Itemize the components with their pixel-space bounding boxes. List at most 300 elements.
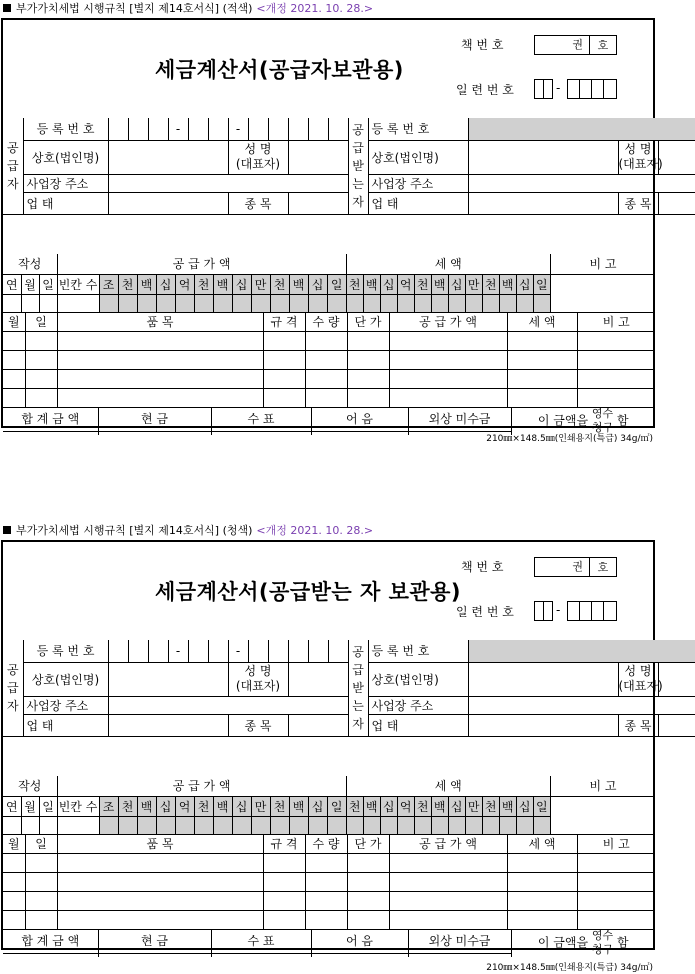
item-month-label: 월 bbox=[3, 835, 25, 853]
cell[interactable] bbox=[305, 350, 347, 369]
cell[interactable] bbox=[577, 910, 655, 929]
digit-field[interactable] bbox=[232, 294, 251, 312]
month-field[interactable] bbox=[21, 816, 39, 834]
book-number-field[interactable] bbox=[589, 557, 617, 577]
digit-field[interactable] bbox=[251, 294, 270, 312]
digit-field[interactable] bbox=[156, 816, 175, 834]
supplier-biztype-label: 업 태 bbox=[23, 192, 108, 214]
supplier-rep-label: 성 명 (대표자) bbox=[228, 140, 288, 174]
volume-unit: 권 bbox=[572, 560, 583, 573]
digit-field[interactable] bbox=[363, 816, 380, 834]
reg-digit[interactable] bbox=[288, 118, 308, 140]
cell[interactable] bbox=[263, 331, 305, 350]
table-row bbox=[3, 872, 655, 891]
digit-label: 십 bbox=[448, 274, 465, 294]
cell[interactable] bbox=[263, 891, 305, 910]
item-supply-label: 공 급 가 액 bbox=[389, 313, 507, 331]
recipient-rep-label: 성 명 (대표자) bbox=[618, 140, 658, 174]
cell[interactable] bbox=[305, 388, 347, 407]
supply-value-label: 공 급 가 액 bbox=[57, 254, 346, 274]
cell[interactable] bbox=[507, 910, 577, 929]
cell[interactable] bbox=[3, 891, 25, 910]
reg-digit[interactable] bbox=[248, 640, 268, 662]
cell[interactable] bbox=[57, 388, 263, 407]
invoice-form bbox=[1, 540, 663, 956]
reg-digit[interactable] bbox=[328, 640, 348, 662]
reg-digit[interactable] bbox=[128, 640, 148, 662]
cell[interactable] bbox=[507, 350, 577, 369]
header-text: 부가가치세법 시행규칙 [별지 제14호서식] (적색) bbox=[16, 2, 253, 15]
digit-label: 억 bbox=[397, 796, 414, 816]
digit-field[interactable] bbox=[380, 816, 397, 834]
cell[interactable] bbox=[507, 872, 577, 891]
item-note-label: 비 고 bbox=[577, 313, 655, 331]
cell[interactable] bbox=[3, 331, 25, 350]
tax-label: 세 액 bbox=[346, 776, 550, 796]
supplier-address-label: 사업장 주소 bbox=[23, 696, 108, 714]
cell[interactable] bbox=[263, 350, 305, 369]
digit-field[interactable] bbox=[308, 816, 327, 834]
digit-label: 일 bbox=[533, 274, 550, 294]
digit-field[interactable] bbox=[431, 816, 448, 834]
revision-date: <개정 2021. 10. 28.> bbox=[256, 2, 374, 15]
cell[interactable] bbox=[305, 331, 347, 350]
receipt-claim-choice[interactable]: 영수 청구 bbox=[591, 407, 614, 434]
digit-label: 일 bbox=[327, 274, 346, 294]
recipient-address-label: 사업장 주소 bbox=[368, 174, 468, 192]
cell[interactable] bbox=[305, 853, 347, 872]
cell[interactable] bbox=[389, 872, 507, 891]
supplier-rep-field[interactable] bbox=[288, 140, 348, 174]
cell[interactable] bbox=[263, 369, 305, 388]
recipient-item-field[interactable] bbox=[658, 192, 695, 214]
payment-table bbox=[3, 929, 655, 957]
supplier-rep-label: 성 명 (대표자) bbox=[228, 662, 288, 696]
supplier-reg-no-label: 등 록 번 호 bbox=[23, 640, 108, 662]
square-bullet-icon bbox=[3, 526, 11, 534]
reg-dash: - bbox=[168, 640, 188, 662]
cell[interactable] bbox=[577, 350, 655, 369]
digit-field[interactable] bbox=[194, 294, 213, 312]
blank-count-field[interactable] bbox=[57, 294, 99, 312]
reg-digit[interactable] bbox=[188, 640, 208, 662]
digit-field[interactable] bbox=[251, 816, 270, 834]
note-field[interactable] bbox=[550, 796, 655, 834]
digit-field[interactable] bbox=[533, 816, 550, 834]
digit-field[interactable] bbox=[414, 294, 431, 312]
digit-field[interactable] bbox=[448, 294, 465, 312]
cell[interactable] bbox=[25, 369, 57, 388]
digit-label: 십 bbox=[308, 274, 327, 294]
cell[interactable] bbox=[25, 331, 57, 350]
cell[interactable] bbox=[577, 331, 655, 350]
cell[interactable] bbox=[25, 872, 57, 891]
digit-field[interactable] bbox=[99, 294, 118, 312]
cell[interactable] bbox=[57, 891, 263, 910]
supplier-company-field[interactable] bbox=[108, 140, 228, 174]
digit-field[interactable] bbox=[213, 816, 232, 834]
digit-field[interactable] bbox=[327, 816, 346, 834]
digit-label: 조 bbox=[99, 274, 118, 294]
supplier-reg-no-label: 등 록 번 호 bbox=[23, 118, 108, 140]
cell[interactable] bbox=[25, 910, 57, 929]
digit-label: 백 bbox=[363, 796, 380, 816]
cell[interactable] bbox=[263, 853, 305, 872]
cash-field[interactable] bbox=[98, 431, 211, 435]
reg-digit[interactable] bbox=[308, 640, 328, 662]
cell[interactable] bbox=[305, 872, 347, 891]
digit-label: 십 bbox=[232, 274, 251, 294]
recipient-company-label: 상호(법인명) bbox=[368, 662, 468, 696]
receipt-claim-choice[interactable]: 영수 청구 bbox=[591, 929, 614, 956]
form-header bbox=[3, 0, 373, 16]
paper-size-note: 210㎜×148.5㎜(인쇄용지(특급) 34g/㎡) bbox=[486, 434, 653, 444]
digit-label: 백 bbox=[499, 796, 516, 816]
book-volume-field[interactable] bbox=[534, 557, 590, 577]
cell[interactable] bbox=[347, 388, 389, 407]
supplier-company-label: 상호(법인명) bbox=[23, 662, 108, 696]
digit-label: 만 bbox=[465, 274, 482, 294]
digit-label: 천 bbox=[270, 274, 289, 294]
revision-date: <개정 2021. 10. 28.> bbox=[256, 524, 374, 537]
recipient-item-label: 종 목 bbox=[618, 192, 658, 214]
cell[interactable] bbox=[263, 388, 305, 407]
item-tax-label: 세 액 bbox=[507, 313, 577, 331]
supplier-biztype-field[interactable] bbox=[108, 192, 228, 214]
day-field[interactable] bbox=[39, 816, 57, 834]
digit-label: 천 bbox=[482, 796, 499, 816]
form-header bbox=[3, 522, 373, 538]
cell[interactable] bbox=[347, 891, 389, 910]
cell[interactable] bbox=[25, 853, 57, 872]
cell[interactable] bbox=[389, 388, 507, 407]
digit-field[interactable] bbox=[397, 294, 414, 312]
reg-digit[interactable] bbox=[148, 640, 168, 662]
square-bullet-icon bbox=[3, 4, 11, 12]
digit-field[interactable] bbox=[499, 816, 516, 834]
recipient-company-field[interactable] bbox=[468, 140, 618, 174]
digit-label: 억 bbox=[175, 274, 194, 294]
supplier-rep-field[interactable] bbox=[288, 662, 348, 696]
paper-size-note: 210㎜×148.5㎜(인쇄용지(특급) 34g/㎡) bbox=[486, 963, 653, 973]
serial-number-label: 일 련 번 호 bbox=[456, 605, 514, 619]
cell[interactable] bbox=[305, 891, 347, 910]
blank-count-label: 빈칸 수 bbox=[57, 796, 99, 816]
total-field[interactable] bbox=[3, 953, 98, 957]
unit-price-label: 단 가 bbox=[347, 313, 389, 331]
item-note-label: 비 고 bbox=[577, 835, 655, 853]
cell[interactable] bbox=[389, 910, 507, 929]
cell[interactable] bbox=[3, 872, 25, 891]
note-field[interactable] bbox=[550, 274, 655, 312]
reg-digit[interactable] bbox=[108, 640, 128, 662]
supplier-item-field[interactable] bbox=[288, 192, 348, 214]
cell[interactable] bbox=[347, 872, 389, 891]
digit-field[interactable] bbox=[194, 816, 213, 834]
reg-digit[interactable] bbox=[268, 118, 288, 140]
form-title: 세금계산서(공급받는 자 보관용) bbox=[155, 580, 462, 604]
reg-digit[interactable] bbox=[108, 118, 128, 140]
serial-dash: - bbox=[556, 603, 561, 617]
digit-field[interactable] bbox=[380, 294, 397, 312]
receipt-post: 함 bbox=[617, 413, 629, 428]
digit-field[interactable] bbox=[346, 816, 363, 834]
cash-label: 현 금 bbox=[98, 929, 211, 953]
digit-field[interactable] bbox=[482, 294, 499, 312]
receipt-claim bbox=[511, 929, 655, 957]
book-number-label: 책 번 호 bbox=[461, 38, 504, 52]
year-field[interactable] bbox=[3, 816, 21, 834]
cell[interactable] bbox=[347, 853, 389, 872]
digit-label: 십 bbox=[380, 274, 397, 294]
digit-field[interactable] bbox=[289, 294, 308, 312]
digit-field[interactable] bbox=[516, 294, 533, 312]
digit-field[interactable] bbox=[397, 816, 414, 834]
recipient-rep-field[interactable] bbox=[658, 662, 695, 696]
digit-label: 만 bbox=[251, 274, 270, 294]
year-label: 연 bbox=[3, 796, 21, 816]
supplier-address-field[interactable] bbox=[108, 174, 348, 192]
digit-field[interactable] bbox=[175, 294, 194, 312]
volume-unit: 권 bbox=[572, 38, 583, 51]
digit-field[interactable] bbox=[482, 816, 499, 834]
spec-label: 규 격 bbox=[263, 835, 305, 853]
tax-label: 세 액 bbox=[346, 254, 550, 274]
digit-field[interactable] bbox=[327, 294, 346, 312]
cell[interactable] bbox=[263, 910, 305, 929]
month-label: 월 bbox=[21, 796, 39, 816]
supplier-copy bbox=[0, 0, 663, 460]
cash-field[interactable] bbox=[98, 953, 211, 957]
year-field[interactable] bbox=[3, 294, 21, 312]
blank-count-field[interactable] bbox=[57, 816, 99, 834]
table-row bbox=[3, 853, 655, 872]
digit-field[interactable] bbox=[465, 294, 482, 312]
digit-field[interactable] bbox=[137, 816, 156, 834]
digit-field[interactable] bbox=[465, 816, 482, 834]
cell[interactable] bbox=[347, 331, 389, 350]
cell[interactable] bbox=[507, 331, 577, 350]
blank-count-label: 빈칸 수 bbox=[57, 274, 99, 294]
cell[interactable] bbox=[25, 350, 57, 369]
cell[interactable] bbox=[3, 350, 25, 369]
receipt-post: 함 bbox=[617, 935, 629, 950]
cell[interactable] bbox=[389, 891, 507, 910]
digit-label: 백 bbox=[431, 796, 448, 816]
digit-label: 백 bbox=[213, 274, 232, 294]
cell[interactable] bbox=[577, 872, 655, 891]
digit-field[interactable] bbox=[118, 816, 137, 834]
item-name-label: 품 목 bbox=[57, 835, 263, 853]
digit-field[interactable] bbox=[289, 816, 308, 834]
recipient-biztype-field[interactable] bbox=[468, 192, 618, 214]
digit-field[interactable] bbox=[156, 294, 175, 312]
book-volume-field[interactable] bbox=[534, 35, 590, 55]
recipient-address-field[interactable] bbox=[468, 174, 695, 192]
form-title: 세금계산서(공급자보관용) bbox=[155, 58, 404, 82]
reg-digit[interactable] bbox=[208, 118, 228, 140]
reg-dash: - bbox=[168, 118, 188, 140]
serial-digit-box[interactable] bbox=[603, 79, 617, 99]
digit-field[interactable] bbox=[137, 294, 156, 312]
item-day-label: 일 bbox=[25, 835, 57, 853]
total-field[interactable] bbox=[3, 431, 98, 435]
cell[interactable] bbox=[577, 369, 655, 388]
cell[interactable] bbox=[577, 388, 655, 407]
day-field[interactable] bbox=[39, 294, 57, 312]
check-field[interactable] bbox=[211, 431, 311, 435]
number-unit: 호 bbox=[597, 39, 609, 52]
recipient-company-field[interactable] bbox=[468, 662, 618, 696]
digit-field[interactable] bbox=[99, 816, 118, 834]
cell[interactable] bbox=[57, 910, 263, 929]
supplier-address-field[interactable] bbox=[108, 696, 348, 714]
digit-field[interactable] bbox=[516, 816, 533, 834]
table-row bbox=[3, 388, 655, 407]
cell[interactable] bbox=[389, 853, 507, 872]
cell[interactable] bbox=[3, 910, 25, 929]
cell[interactable] bbox=[347, 910, 389, 929]
serial-digit-box[interactable] bbox=[543, 601, 553, 621]
recipient-reg-no-field[interactable] bbox=[468, 118, 695, 140]
digit-field[interactable] bbox=[213, 294, 232, 312]
reg-digit[interactable] bbox=[128, 118, 148, 140]
digit-field[interactable] bbox=[431, 294, 448, 312]
reg-digit[interactable] bbox=[308, 118, 328, 140]
digit-field[interactable] bbox=[414, 816, 431, 834]
digit-label: 천 bbox=[482, 274, 499, 294]
recipient-side-label: 공 급 받 는 자 bbox=[348, 118, 368, 214]
digit-label: 천 bbox=[270, 796, 289, 816]
party-info-table bbox=[3, 118, 695, 215]
recipient-reg-no-label: 등 록 번 호 bbox=[368, 640, 468, 662]
cell[interactable] bbox=[347, 350, 389, 369]
cell[interactable] bbox=[347, 369, 389, 388]
credit-label: 외상 미수금 bbox=[408, 407, 511, 431]
reg-digit[interactable] bbox=[288, 640, 308, 662]
digit-label: 만 bbox=[465, 796, 482, 816]
digit-field[interactable] bbox=[499, 294, 516, 312]
cell[interactable] bbox=[507, 388, 577, 407]
cell[interactable] bbox=[577, 891, 655, 910]
supplier-biztype-field[interactable] bbox=[108, 714, 228, 736]
digit-field[interactable] bbox=[363, 294, 380, 312]
digit-field[interactable] bbox=[232, 816, 251, 834]
cell[interactable] bbox=[57, 853, 263, 872]
reg-digit[interactable] bbox=[328, 118, 348, 140]
cell[interactable] bbox=[263, 872, 305, 891]
table-row bbox=[3, 369, 655, 388]
reg-digit[interactable] bbox=[248, 118, 268, 140]
bill-field[interactable] bbox=[311, 431, 408, 435]
digit-field[interactable] bbox=[175, 816, 194, 834]
book-number-label: 책 번 호 bbox=[461, 560, 504, 574]
digit-field[interactable] bbox=[448, 816, 465, 834]
digit-field[interactable] bbox=[308, 294, 327, 312]
digit-field[interactable] bbox=[533, 294, 550, 312]
table-row bbox=[3, 891, 655, 910]
serial-digit-box[interactable] bbox=[603, 601, 617, 621]
cell[interactable] bbox=[57, 350, 263, 369]
supplier-address-label: 사업장 주소 bbox=[23, 174, 108, 192]
recipient-biztype-field[interactable] bbox=[468, 714, 618, 736]
reg-digit[interactable] bbox=[268, 640, 288, 662]
recipient-side-label: 공 급 받 는 자 bbox=[348, 640, 368, 736]
digit-label: 천 bbox=[414, 274, 431, 294]
cell[interactable] bbox=[57, 331, 263, 350]
digit-field[interactable] bbox=[118, 294, 137, 312]
serial-number-label: 일 련 번 호 bbox=[456, 83, 514, 97]
supplier-item-field[interactable] bbox=[288, 714, 348, 736]
digit-label: 일 bbox=[533, 796, 550, 816]
recipient-address-field[interactable] bbox=[468, 696, 695, 714]
cell[interactable] bbox=[577, 853, 655, 872]
item-supply-label: 공 급 가 액 bbox=[389, 835, 507, 853]
serial-digit-box[interactable] bbox=[543, 79, 553, 99]
cell[interactable] bbox=[389, 369, 507, 388]
cell[interactable] bbox=[3, 853, 25, 872]
recipient-reg-no-field[interactable] bbox=[468, 640, 695, 662]
credit-label: 외상 미수금 bbox=[408, 929, 511, 953]
reg-digit[interactable] bbox=[208, 640, 228, 662]
credit-field[interactable] bbox=[408, 953, 511, 957]
book-number-field[interactable] bbox=[589, 35, 617, 55]
digit-label: 억 bbox=[397, 274, 414, 294]
month-field[interactable] bbox=[21, 294, 39, 312]
cell[interactable] bbox=[507, 369, 577, 388]
cell[interactable] bbox=[25, 388, 57, 407]
cell[interactable] bbox=[389, 331, 507, 350]
cell[interactable] bbox=[3, 369, 25, 388]
cell[interactable] bbox=[305, 910, 347, 929]
reg-digit[interactable] bbox=[188, 118, 208, 140]
digit-field[interactable] bbox=[346, 294, 363, 312]
digit-label: 천 bbox=[346, 796, 363, 816]
day-label: 일 bbox=[39, 796, 57, 816]
cell[interactable] bbox=[305, 369, 347, 388]
reg-digit[interactable] bbox=[148, 118, 168, 140]
cell[interactable] bbox=[389, 350, 507, 369]
recipient-address-label: 사업장 주소 bbox=[368, 696, 468, 714]
recipient-biztype-label: 업 태 bbox=[368, 192, 468, 214]
item-name-label: 품 목 bbox=[57, 313, 263, 331]
check-field[interactable] bbox=[211, 953, 311, 957]
digit-label: 십 bbox=[448, 796, 465, 816]
digit-field[interactable] bbox=[270, 294, 289, 312]
supplier-company-field[interactable] bbox=[108, 662, 228, 696]
digit-field[interactable] bbox=[270, 816, 289, 834]
digit-label: 백 bbox=[431, 274, 448, 294]
item-day-label: 일 bbox=[25, 313, 57, 331]
qty-label: 수 량 bbox=[305, 835, 347, 853]
recipient-rep-field[interactable] bbox=[658, 140, 695, 174]
total-label: 합 계 금 액 bbox=[3, 407, 98, 431]
recipient-biztype-label: 업 태 bbox=[368, 714, 468, 736]
cell[interactable] bbox=[507, 853, 577, 872]
recipient-item-field[interactable] bbox=[658, 714, 695, 736]
cell[interactable] bbox=[25, 891, 57, 910]
cell[interactable] bbox=[57, 872, 263, 891]
digit-label: 조 bbox=[99, 796, 118, 816]
cell[interactable] bbox=[57, 369, 263, 388]
cash-label: 현 금 bbox=[98, 407, 211, 431]
digit-label: 백 bbox=[289, 274, 308, 294]
month-label: 월 bbox=[21, 274, 39, 294]
cell[interactable] bbox=[507, 891, 577, 910]
digit-label: 만 bbox=[251, 796, 270, 816]
bill-field[interactable] bbox=[311, 953, 408, 957]
cell[interactable] bbox=[3, 388, 25, 407]
